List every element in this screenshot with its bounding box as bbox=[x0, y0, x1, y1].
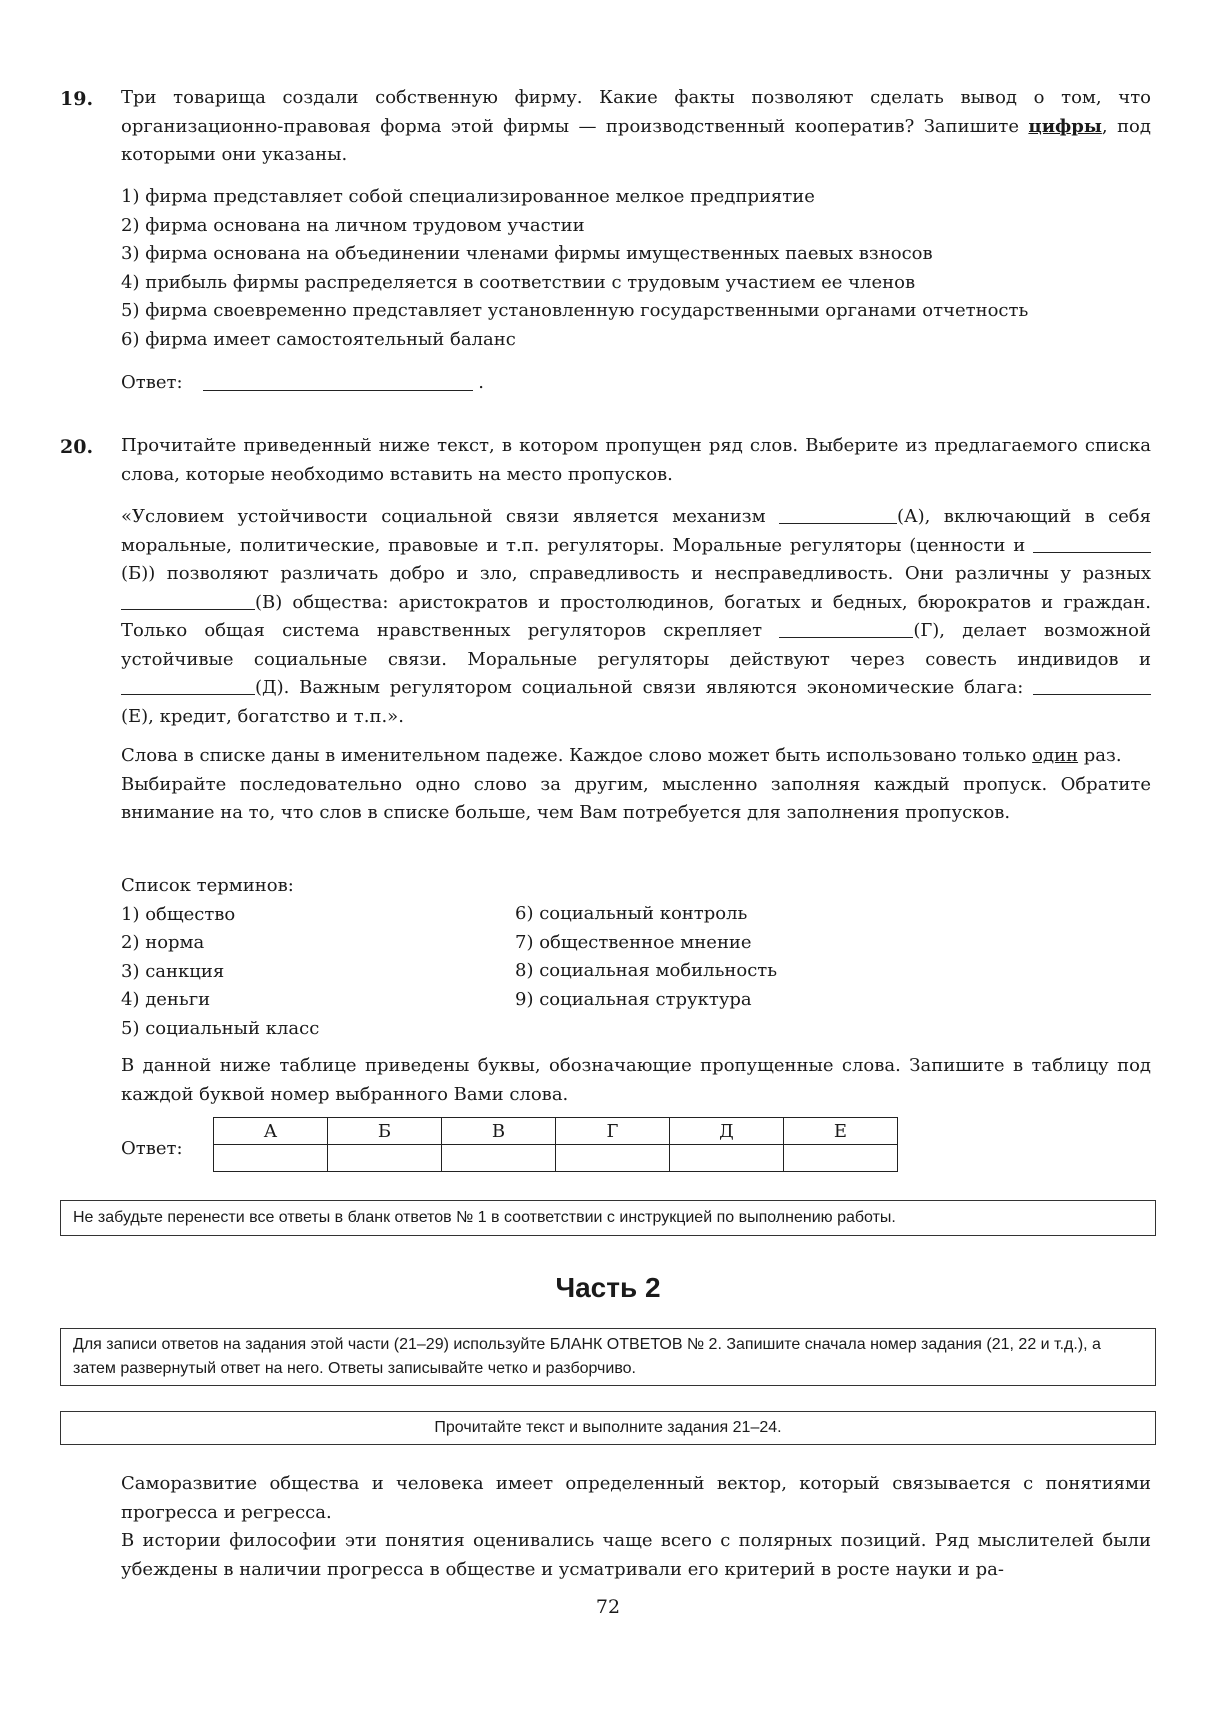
letter-cell: А bbox=[214, 1118, 328, 1145]
quote-part: (А), включающий в себя моральные, политические, правовые и т.п. регуляторы. Моральные регуляторы (ценности и bbox=[121, 506, 1151, 556]
question-19-number: 19. bbox=[60, 88, 94, 110]
part-2-instructions: Для записи ответов на задания этой части (21–29) используйте БЛАНК ОТВЕТОВ № 2. Запишите сначала номер задания (21, 22 и т.д.), а затем развернутый ответ на него. Ответы записывайте четко и разборчиво. bbox=[60, 1328, 1156, 1386]
answer-cell[interactable] bbox=[328, 1145, 442, 1172]
blank-b[interactable] bbox=[1033, 532, 1151, 553]
instruction-2: Выбирайте последовательно одно слово за другим, мысленно заполняя каждый пропуск. Обратите внимание на то, что слов в списке больше, чем Вам потребуется для заполнения пропусков. bbox=[121, 773, 1151, 823]
para1-text: Саморазвитие общества и человека имеет определенный вектор, который связывается с понятиями прогресса и регресса. bbox=[121, 1473, 1151, 1523]
para1 bbox=[121, 1470, 1151, 1527]
letter-cell: Г bbox=[556, 1118, 670, 1145]
letter-cell: Е bbox=[784, 1118, 898, 1145]
blank-e[interactable] bbox=[1033, 674, 1151, 695]
question-19-options bbox=[121, 183, 1028, 354]
blank-d[interactable] bbox=[121, 674, 255, 695]
term-item: 3) санкция bbox=[121, 960, 225, 982]
page-number: 72 bbox=[595, 1596, 621, 1618]
quote-part: (Д). Важным регулятором социальной связи являются экономические блага: bbox=[255, 677, 1033, 698]
blank-g[interactable] bbox=[779, 617, 913, 638]
answer-cell[interactable] bbox=[556, 1145, 670, 1172]
instr1-post: раз. bbox=[1078, 745, 1122, 766]
q19-answer-label: Ответ: bbox=[121, 372, 183, 393]
quote-part: (Г), делает возможной устойчивые социальные связи. Моральные регуляторы действуют через совесть индивидов и bbox=[121, 620, 1151, 670]
instr1-underlined: один bbox=[1032, 745, 1079, 766]
term-item: 9) социальная структура bbox=[515, 988, 752, 1010]
terms-title: Список терминов: bbox=[121, 875, 294, 896]
answer-cell[interactable] bbox=[784, 1145, 898, 1172]
term-item: 1) общество bbox=[121, 903, 236, 925]
term-item: 4) деньги bbox=[121, 989, 211, 1010]
answer-cell[interactable] bbox=[442, 1145, 556, 1172]
q19-answer-row: Ответ: . bbox=[121, 372, 484, 393]
blank-v[interactable] bbox=[121, 589, 255, 610]
q19-text-bold: цифры bbox=[1028, 115, 1102, 137]
quote-part: (В) общества: аристократов и простолюдинов, богатых и бедных, бюрократов и граждан. Только общая система нравственных регуляторов скрепляет bbox=[121, 591, 1151, 641]
terms-left-column bbox=[121, 872, 319, 1043]
question-20-intro: Прочитайте приведенный ниже текст, в котором пропущен ряд слов. Выберите из предлагаемого списка слова, которые необходимо вставить на место пропусков. bbox=[121, 435, 1151, 485]
instruction-1 bbox=[121, 742, 1151, 771]
term-item: 6) социальный контроль bbox=[515, 903, 748, 924]
answer-table-header bbox=[214, 1118, 898, 1145]
terms-right-column bbox=[515, 900, 777, 1014]
question-20-quote bbox=[121, 503, 1151, 731]
term-item: 7) общественное мнение bbox=[515, 931, 752, 953]
answer-table-inputs bbox=[214, 1145, 898, 1172]
question-20-instructions bbox=[121, 742, 1151, 828]
table-instruction: В данной ниже таблице приведены буквы, обозначающие пропущенные слова. Запишите в таблицу под каждой буквой номер выбранного Вами слова. bbox=[121, 1055, 1151, 1105]
answer-table bbox=[213, 1117, 898, 1172]
text-paragraph-1 bbox=[121, 1470, 1151, 1584]
reminder-box: Не забудьте перенести все ответы в бланк ответов № 1 в соответствии с инструкцией по выполнению работы. bbox=[60, 1200, 1156, 1236]
para2 bbox=[121, 1527, 1151, 1584]
letter-cell: В bbox=[442, 1118, 556, 1145]
read-task-box: Прочитайте текст и выполните задания 21–24. bbox=[60, 1411, 1156, 1445]
q19-option: 4) прибыль фирмы распределяется в соответствии с трудовым участием ее членов bbox=[121, 271, 916, 293]
answer-cell[interactable] bbox=[214, 1145, 328, 1172]
question-20-number: 20. bbox=[60, 436, 94, 458]
q19-text-post: , под которыми они указаны. bbox=[121, 115, 1151, 165]
term-item: 2) норма bbox=[121, 932, 205, 953]
q19-option: 5) фирма своевременно представляет установленную государственными органами отчетность bbox=[121, 300, 1029, 321]
term-item: 5) социальный класс bbox=[121, 1017, 320, 1039]
letter-cell: Б bbox=[328, 1118, 442, 1145]
q19-text-pre: Три товарища создали собственную фирму. Какие факты позволяют сделать вывод о том, что организационно-правовая форма этой фирмы — производственный кооператив? Запишите bbox=[121, 87, 1151, 137]
quote-part: «Условием устойчивости социальной связи является механизм bbox=[121, 506, 779, 527]
part-2-title: Часть 2 bbox=[555, 1272, 661, 1303]
quote-part: (Е), кредит, богатство и т.п.». bbox=[121, 705, 404, 727]
question-19-text bbox=[121, 84, 1151, 170]
answer-cell[interactable] bbox=[670, 1145, 784, 1172]
term-item: 8) социальная мобильность bbox=[515, 960, 778, 981]
quote-part: (Б)) позволяют различать добро и зло, справедливость и несправедливость. Они различны у разных bbox=[121, 563, 1151, 584]
q19-option: 3) фирма основана на объединении членами фирмы имущественных паевых взносов bbox=[121, 243, 933, 264]
q19-option: 1) фирма представляет собой специализированное мелкое предприятие bbox=[121, 186, 815, 207]
para2-text: В истории философии эти понятия оценивались чаще всего с полярных позиций. Ряд мыслителей были убеждены в наличии прогресса в обществе и усматривали его критерий в росте науки и ра- bbox=[121, 1530, 1151, 1580]
q19-option: 2) фирма основана на личном трудовом участии bbox=[121, 214, 585, 236]
letter-cell: Д bbox=[670, 1118, 784, 1145]
blank-a[interactable] bbox=[779, 503, 897, 524]
q20-answer-label: Ответ: bbox=[121, 1138, 183, 1159]
q19-answer-field[interactable] bbox=[203, 370, 473, 391]
q19-option: 6) фирма имеет самостоятельный баланс bbox=[121, 328, 516, 350]
instr1-pre: Слова в списке даны в именительном падеже. Каждое слово может быть использовано только bbox=[121, 745, 1033, 766]
